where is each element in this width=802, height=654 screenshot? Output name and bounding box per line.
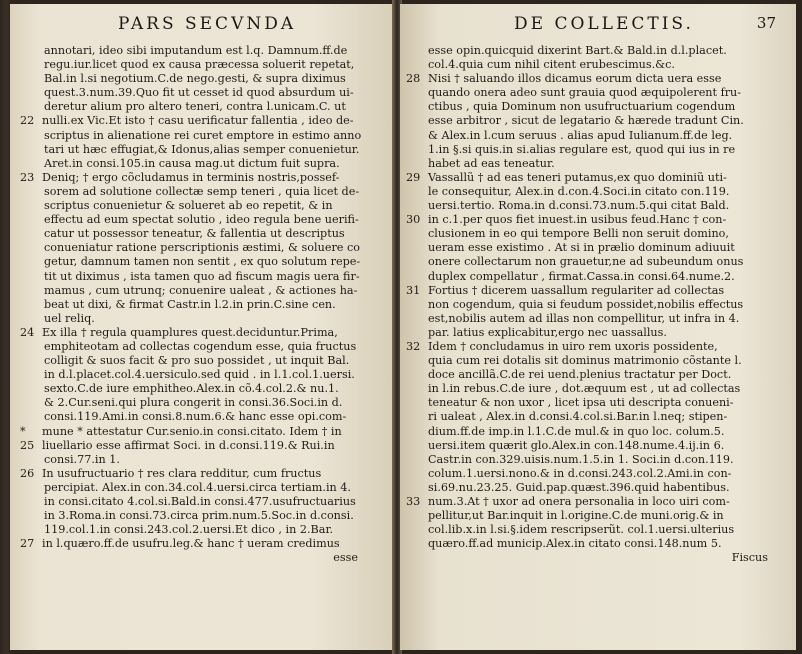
text-line	[428, 270, 776, 284]
line-text: uersi.tertio. Roma.in d.consi.73.num.5.qui citat Bald.	[428, 199, 730, 213]
text-line	[20, 424, 382, 439]
text-line	[428, 185, 776, 199]
text-line	[428, 551, 776, 565]
text-line	[428, 157, 776, 171]
text-line	[428, 199, 776, 213]
line-text: in c.1.per quos fiet inuest.in usibus feud.Hanc † con-	[428, 213, 727, 227]
line-text: regu.iur.licet quod ex causa præcessa soluerit repetat,	[44, 58, 355, 72]
text-line	[428, 44, 776, 58]
text-line	[20, 170, 382, 185]
line-text: in l.quæro.ff.de usufru.leg.& hanc † ueram credimus	[42, 537, 340, 551]
text-line	[428, 382, 776, 396]
text-line	[44, 453, 382, 467]
text-line	[406, 339, 776, 354]
line-text: mune * attestatur Cur.senio.in consi.citato. Idem † in	[42, 424, 342, 438]
text-line	[428, 453, 776, 467]
right-running-head	[428, 14, 776, 40]
line-text: quest.3.num.39.Quo fit ut cesset id quod absurdum ui-	[44, 86, 354, 100]
line-text: ueram esse existimo . At si in prælio dominum adiuuit	[428, 241, 735, 255]
text-line	[406, 495, 776, 509]
line-text: Deniq; † ergo cõcludamus in terminis nostris,possef-	[42, 170, 340, 184]
line-text: percipiat. Alex.in con.34.col.4.uersi.circa tertiam.in 4.	[44, 480, 351, 494]
line-text: Castr.in con.329.uisis.num.1.5.in 1. Soci.in d.con.119.	[428, 452, 734, 466]
line-text: esse opin.quicquid dixerint Bart.& Bald.in d.l.placet.	[428, 44, 727, 57]
text-line	[428, 425, 776, 439]
line-text: getur, damnum tamen non sentit , ex quo solutum repe-	[44, 255, 361, 269]
line-text: 119.col.1.in consi.243.col.2.uersi.Et dico , in 2.Bar.	[44, 523, 334, 537]
text-line	[20, 325, 382, 340]
text-line	[44, 354, 382, 368]
text-line	[428, 298, 776, 312]
margin-number: 29	[406, 170, 421, 184]
line-text: Vassallũ † ad eas teneri putamus,ex quo dominiũ uti-	[428, 170, 727, 184]
line-text: sorem ad solutione collectæ semp teneri , quia licet de-	[44, 184, 360, 198]
line-text: uersi.item quærit glo.Alex.in con.148.nume.4.ij.in 6.	[428, 438, 725, 452]
line-text: doce ancillã.C.de rei uend.plenius tractatur per Doct.	[428, 368, 732, 382]
text-line	[44, 368, 382, 382]
line-text: scriptus in alienatione rei curet emptore in estimo anno	[44, 128, 362, 142]
line-text: esse arbitror , sicut de legatario & hærede tradunt Cin.	[428, 114, 744, 128]
line-text: in l.in rebus.C.de iure , dot.æquum est , ut ad collectas	[428, 382, 741, 396]
line-text: scriptus conuenietur & solueret ab eo repetit, & in	[44, 199, 333, 213]
line-text: ctibus , quia Dominum non usufructuarium cogendum	[428, 100, 736, 114]
text-line	[428, 481, 776, 495]
line-text: teneatur & non uxor , licet ipsa uti descripta conueni-	[428, 396, 734, 410]
text-line	[44, 86, 382, 100]
margin-number: 24	[20, 325, 35, 339]
text-line	[428, 114, 776, 128]
text-line	[44, 551, 382, 565]
text-line	[428, 143, 776, 157]
line-text: emphiteotam ad collectas cogendum esse, quia fructus	[44, 339, 357, 353]
line-text: consi.77.in 1.	[44, 452, 120, 466]
margin-number: 27	[20, 537, 35, 551]
text-line	[44, 481, 382, 495]
line-text: catur ut possessor teneatur, & fallentia ut descriptus	[44, 227, 345, 241]
margin-number: 22	[20, 114, 35, 128]
margin-number: 25	[20, 438, 35, 452]
line-text: quando onera adeo sunt grauia quod æquipolerent fru-	[428, 86, 742, 100]
text-line	[44, 255, 382, 269]
text-line	[428, 326, 776, 340]
line-text: deretur alium pro altero teneri, contra l.unicam.C. ut	[44, 100, 346, 114]
line-text: tit ut diximus , ista tamen quo ad fiscum magis uera fir-	[44, 269, 360, 283]
line-text: mamus , cum utrunq; conuenire ualeat , & actiones ha-	[44, 283, 358, 297]
left-running-head-title: PARS SECVNDA	[118, 14, 297, 34]
line-text: in 3.Roma.in consi.73.circa prim.num.5.Soc.in d.consi.	[44, 509, 354, 523]
text-line	[44, 312, 382, 326]
text-line	[428, 523, 776, 537]
line-text: Fortius † dicerem uassallum regulariter ad collectas	[428, 283, 725, 297]
text-line	[428, 86, 776, 100]
margin-number: 26	[20, 466, 35, 480]
line-text: Idem † concludamus in uiro rem uxoris possidente,	[428, 339, 718, 353]
line-text: Bal.in l.si negotium.C.de nego.gesti, & supra diximus	[44, 72, 346, 86]
line-text: in d.l.placet.col.4.uersiculo.sed quid . in l.1.col.1.uersi.	[44, 368, 355, 382]
text-line	[428, 58, 776, 72]
line-text: pellitur,ut Bar.inquit in l.origine.C.de muni.orig.& in	[428, 509, 724, 523]
text-line	[428, 368, 776, 382]
line-text: si.69.nu.23.25. Guid.pap.quæst.396.quid habentibus.	[428, 480, 730, 494]
line-text: dium.ff.de imp.in l.1.C.de mul.& in quo loc. colum.5.	[428, 424, 725, 438]
line-text: clusionem in eo qui tempore Belli non seruit domino,	[428, 227, 729, 241]
text-line	[44, 270, 382, 284]
line-text: Aret.in consi.105.in causa mag.ut dictum fuit supra.	[44, 156, 340, 170]
text-line	[406, 170, 776, 185]
text-line	[428, 439, 776, 453]
line-text: esse	[333, 551, 358, 565]
text-line	[44, 44, 382, 58]
text-line	[428, 227, 776, 241]
text-line	[44, 396, 382, 410]
line-text: ri ualeat , Alex.in d.consi.4.col.si.Bar.in l.neq; stipen-	[428, 410, 728, 424]
line-text: sexto.C.de iure emphitheo.Alex.in cõ.4.col.2.& nu.1.	[44, 382, 339, 396]
text-line	[428, 100, 776, 114]
line-text: annotari, ideo sibi imputandum est l.q. Damnum.ff.de	[44, 44, 348, 57]
line-text: 1.in §.si quis.in si.alias regulare est, quod qui ius in re	[428, 142, 736, 156]
line-text: effectu ad eum spectat solutio , ideo regula bene uerifi-	[44, 213, 359, 227]
margin-number: 31	[406, 283, 421, 297]
text-line	[44, 199, 382, 213]
right-page	[400, 4, 796, 650]
line-text: liuellario esse affirmat Soci. in d.consi.119.& Rui.in	[42, 438, 335, 452]
line-text: le consequitur, Alex.in d.con.4.Soci.in citato con.119.	[428, 184, 730, 198]
line-text: beat ut dixi, & firmat Castr.in l.2.in prin.C.sine cen.	[44, 297, 336, 311]
right-text-block	[406, 44, 776, 565]
line-text: tari ut hæc effugiat,& Idonus,alias semper conuenietur.	[44, 142, 360, 156]
line-text: & 2.Cur.seni.qui plura congerit in consi.36.Soci.in d.	[44, 396, 343, 410]
text-line	[44, 58, 382, 72]
line-text: onere collectarum non grauetur,ne ad subeundum onus	[428, 255, 744, 269]
text-line	[428, 241, 776, 255]
right-running-head-title: DE COLLECTIS.	[514, 14, 694, 34]
text-line	[428, 467, 776, 481]
line-text: colligit & suos facit & pro suo possidet , ut inquit Bal.	[44, 354, 350, 368]
line-text: In usufructuario † res clara redditur, cum fructus	[42, 466, 322, 480]
text-line	[44, 509, 382, 523]
line-text: duplex compellatur , firmat.Cassa.in consi.64.nume.2.	[428, 269, 735, 283]
text-line	[428, 396, 776, 410]
margin-number: 32	[406, 339, 421, 353]
line-text: uel reliq.	[44, 311, 95, 325]
text-line	[44, 213, 382, 227]
text-line	[44, 382, 382, 396]
line-text: Fiscus	[731, 551, 768, 565]
left-page	[10, 4, 394, 650]
text-line	[44, 129, 382, 143]
text-line	[428, 312, 776, 326]
text-line	[428, 129, 776, 143]
line-text: est,nobilis autem ad illas non compellitur, ut infra in 4.	[428, 311, 740, 325]
text-line	[428, 537, 776, 551]
text-line	[44, 495, 382, 509]
text-line	[428, 410, 776, 424]
text-line	[428, 255, 776, 269]
text-line	[44, 72, 382, 86]
text-line	[44, 100, 382, 114]
text-line	[44, 227, 382, 241]
line-text: & Alex.in l.cum seruus . alias apud Iulianum.ff.de leg.	[428, 128, 733, 142]
line-text: quæro.ff.ad municip.Alex.in citato consi.148.num 5.	[428, 537, 722, 551]
text-line	[428, 509, 776, 523]
text-line	[428, 354, 776, 368]
left-running-head	[44, 14, 382, 40]
margin-number: *	[20, 424, 26, 438]
margin-number: 30	[406, 213, 421, 227]
text-line	[44, 185, 382, 199]
line-text: non cogendum, quia si feudum possidet,nobilis effectus	[428, 297, 744, 311]
line-text: col.4.quia cum nihil citent erubescimus.&c.	[428, 58, 675, 72]
text-line	[44, 298, 382, 312]
line-text: habet ad eas teneatur.	[428, 156, 555, 170]
margin-number: 33	[406, 495, 421, 508]
line-text: Ex illa † regula quamplures quest.deciduntur.Prima,	[42, 325, 338, 339]
line-text: nulli.ex Vic.Et isto † casu uerificatur fallentia , ideo de-	[42, 114, 354, 128]
line-text: consi.119.Ami.in consi.8.num.6.& hanc esse opi.com-	[44, 410, 347, 424]
text-line	[44, 410, 382, 424]
margin-number: 28	[406, 72, 421, 86]
margin-number: 23	[20, 170, 35, 184]
line-text: in consi.citato 4.col.si.Bald.in consi.477.usufructuarius	[44, 495, 356, 508]
text-line	[20, 114, 382, 128]
text-line	[44, 143, 382, 157]
line-text: quia cum rei dotalis sit dominus matrimonio cõstante l.	[428, 354, 742, 368]
text-line	[406, 213, 776, 227]
line-text: conueniatur ratione perscriptionis æstimi, & soluere co	[44, 241, 360, 255]
text-line	[44, 241, 382, 255]
line-text: num.3.At † uxor ad onera personalia in loco uiri com-	[428, 495, 730, 508]
left-text-block	[20, 44, 382, 565]
line-text: colum.1.uersi.nono.& in d.consi.243.col.2.Ami.in con-	[428, 466, 732, 480]
text-line	[406, 72, 776, 86]
line-text: col.lib.x.in l.si.§.idem rescripserũt. col.1.uersi.ulterius	[428, 523, 735, 537]
text-line	[406, 283, 776, 298]
text-line	[44, 523, 382, 537]
text-line	[20, 537, 382, 551]
text-line	[44, 340, 382, 354]
page-number: 37	[756, 14, 776, 32]
text-line	[20, 438, 382, 453]
text-line	[44, 157, 382, 171]
text-line	[44, 284, 382, 298]
line-text: par. latius explicabitur,ergo nec uassallus.	[428, 325, 667, 339]
line-text: Nisi † saluando illos dicamus eorum dicta uera esse	[428, 72, 722, 86]
text-line	[20, 466, 382, 481]
